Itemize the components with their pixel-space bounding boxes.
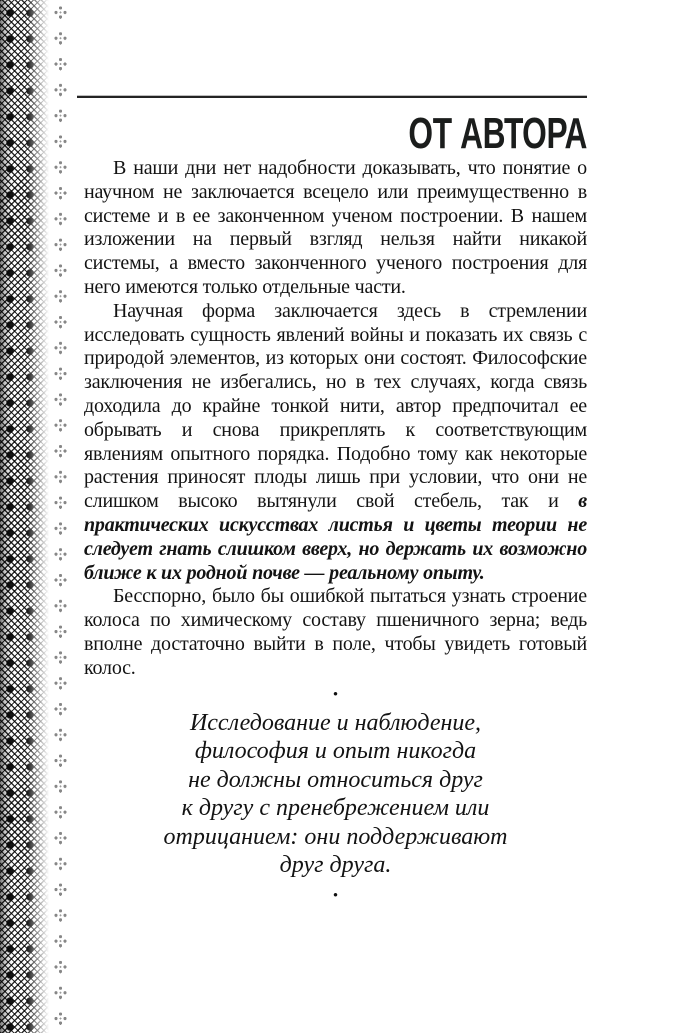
- page-title-text: ОТ АВТОРА: [408, 109, 587, 158]
- paragraph-wheat-ear: Бесспорно, было бы ошибкой пытаться узнать строение колоса по химическому составу пшеничного зерна; ведь вполне достаточно выйти в поле, чтобы увидеть готовый колос.: [84, 585, 587, 679]
- epigraph-line: Исследование и наблюдение,: [189, 709, 482, 736]
- halftone-pattern-strip: [0, 0, 50, 1033]
- paragraph-intro: В наши дни нет надобности доказывать, что понятие о научном не заключается всецело или преимущественно в системе и в ее законченном ученом построении. В нашем изложении на первый взгляд нельзя найти никакой системы, а вместо законченного ученого построения для него имеются только отдельные части.: [84, 157, 587, 298]
- page-title: [84, 111, 587, 157]
- separator-dot-top: •: [332, 686, 339, 703]
- paragraph-scientific-form: [84, 300, 587, 586]
- paragraph-scientific-form-regular: Научная форма заключается здесь в стремлении исследовать сущность явлений войны и показать их связь с природой элементов, из которых они состоят. Философские заключения не избегались, но в тех случаях, когда связь доходила до крайне тонкой нити, автор предпочитал ее обрывать и снова прикреплять к соответствующим явлениям опытного порядка. Подобно тому как некоторые растения приносят плоды лишь при условии, что они не слишком высоко вытянули свой стебель, так и: [84, 299, 587, 513]
- epigraph-quote: [84, 709, 587, 880]
- epigraph-line: философия и опыт никогда: [194, 738, 477, 765]
- epigraph-line: к другу с пренебрежением или: [181, 795, 490, 822]
- left-ornament-border: [0, 0, 72, 1033]
- epigraph-line: не должны относиться друг: [188, 766, 483, 793]
- epigraph-line: друг друга.: [279, 852, 392, 879]
- page-content: [84, 0, 587, 903]
- diamond-dots-column: [52, 3, 69, 1033]
- paragraph-scientific-form-emphasis: в практических искусствах листья и цветы теории не следует гнать слишком вверх, но держать их возможно ближе к их родной почве — реальному опыту.: [84, 490, 587, 584]
- epigraph-line: отрицанием: они поддерживают: [163, 823, 508, 850]
- separator-dot-bottom: •: [332, 887, 339, 904]
- top-rule: [77, 96, 587, 98]
